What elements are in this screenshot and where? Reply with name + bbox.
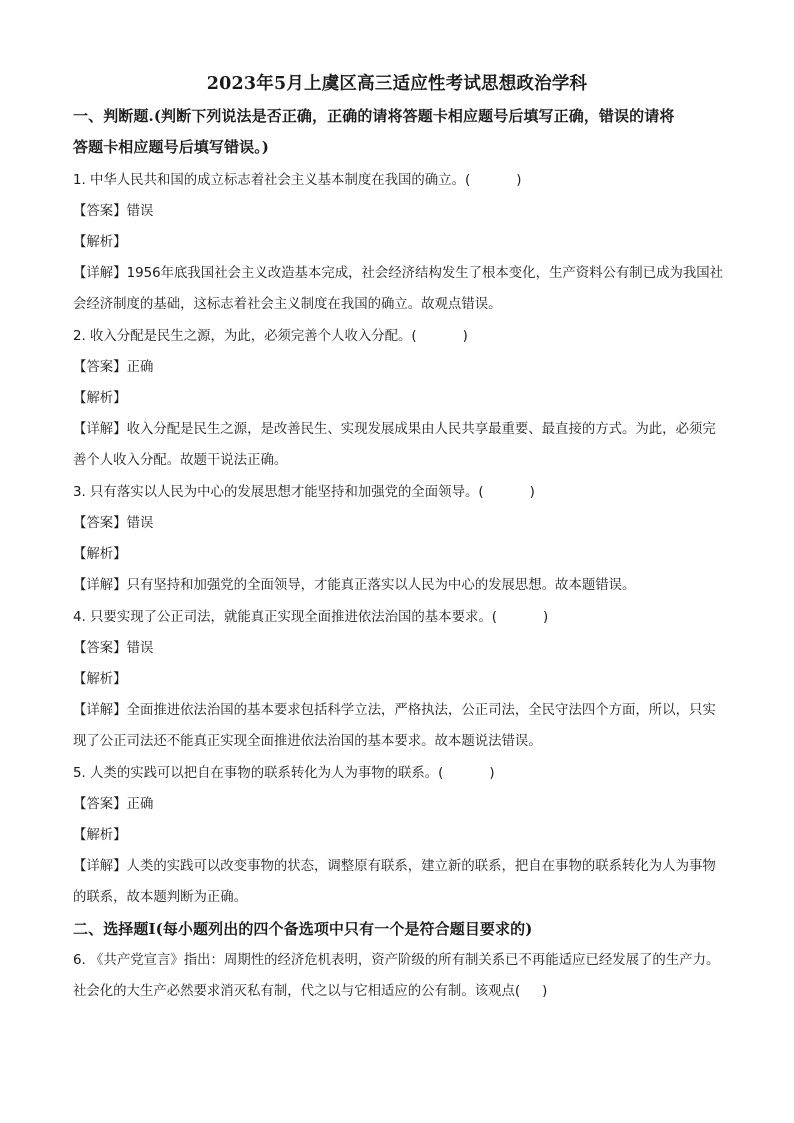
answer-label: 【答案】 [73,797,127,812]
question-3-detail [73,570,728,601]
question-3-stem: 3. 只有落实以人民为中心的发展思想才能坚持和加强党的全面领导。( ) [73,485,535,500]
answer-label: 【答案】 [73,360,127,375]
question-5-answer [73,795,733,815]
question-4-stem: 4. 只要实现了公正司法，就能真正实现全面推进依法治国的基本要求。( ) [73,610,549,625]
section1-heading-line1: 一、判断题.(判断下列说法是否正确，正确的请将答题卡相应题号后填写正确，错误的请将 [73,107,675,125]
question-1-detail [73,258,728,320]
detail-text: 收入分配是民生之源，是改善民生、实现发展成果由人民共享最重要、最直接的方式。为此，必须完善个人收入分配。故题干说法正确。 [73,422,716,468]
section2-heading: 二、选择题Ⅰ(每小题列出的四个备选项中只有一个是符合题目要求的) [73,920,533,938]
section1-heading-line2: 答题卡相应题号后填写错误。) [73,138,269,156]
answer-value: 错误 [126,516,154,531]
question-3-analysis-label: 【解析】 [73,547,127,562]
question-5-detail [73,851,728,913]
answer-value: 正确 [126,797,154,812]
detail-text: 1956年底我国社会主义改造基本完成，社会经济结构发生了根本变化，生产资料公有制已成为我国社会经济制度的基础，这标志着社会主义制度在我国的确立。故观点错误。 [73,266,724,312]
detail-label: 【详解】 [73,266,127,281]
page-title: 2023年5月上虞区高三适应性考试思想政治学科 [206,74,588,94]
question-1-answer [73,202,733,222]
detail-label: 【详解】 [73,703,127,718]
answer-label: 【答案】 [73,641,127,656]
detail-text: 全面推进依法治国的基本要求包括科学立法，严格执法，公正司法，全民守法四个方面，所以，只实现了公正司法还不能真正实现全面推进依法治国的基本要求。故本题说法错误。 [73,703,716,749]
answer-value: 错误 [126,641,154,656]
answer-label: 【答案】 [73,204,127,219]
detail-label: 【详解】 [73,422,127,437]
answer-label: 【答案】 [73,516,127,531]
question-5-analysis-label: 【解析】 [73,828,127,843]
answer-value: 正确 [126,360,154,375]
detail-text: 只有坚持和加强党的全面领导，才能真正落实以人民为中心的发展思想。故本题错误。 [126,578,636,593]
question-2-analysis-label: 【解析】 [73,391,127,406]
question-4-detail [73,695,728,757]
answer-value: 错误 [126,204,154,219]
detail-label: 【详解】 [73,859,127,874]
detail-text: 人类的实践可以改变事物的状态，调整原有联系，建立新的联系，把自在事物的联系转化为人为事物的联系，故本题判断为正确。 [73,859,716,905]
question-2-stem: 2. 收入分配是民生之源，为此，必须完善个人收入分配。( ) [73,329,468,344]
detail-label: 【详解】 [73,578,127,593]
question-1-stem: 1. 中华人民共和国的成立标志着社会主义基本制度在我国的确立。( ) [73,173,522,188]
question-4-answer [73,639,733,659]
question-2-answer [73,358,733,378]
question-5-stem: 5. 人类的实践可以把自在事物的联系转化为人为事物的联系。( ) [73,766,495,781]
question-1-analysis-label: 【解析】 [73,235,127,250]
question-4-analysis-label: 【解析】 [73,672,127,687]
question-3-answer [73,514,733,534]
question-2-detail [73,414,728,476]
question-6-stem: 6. 《共产党宣言》指出：周期性的经济危机表明，资产阶级的所有制关系已不再能适应已经发展了的生产力。社会化的大生产必然要求消灭私有制，代之以与它相适应的公有制。该观点( ) [73,953,720,999]
section1-heading [73,101,733,163]
